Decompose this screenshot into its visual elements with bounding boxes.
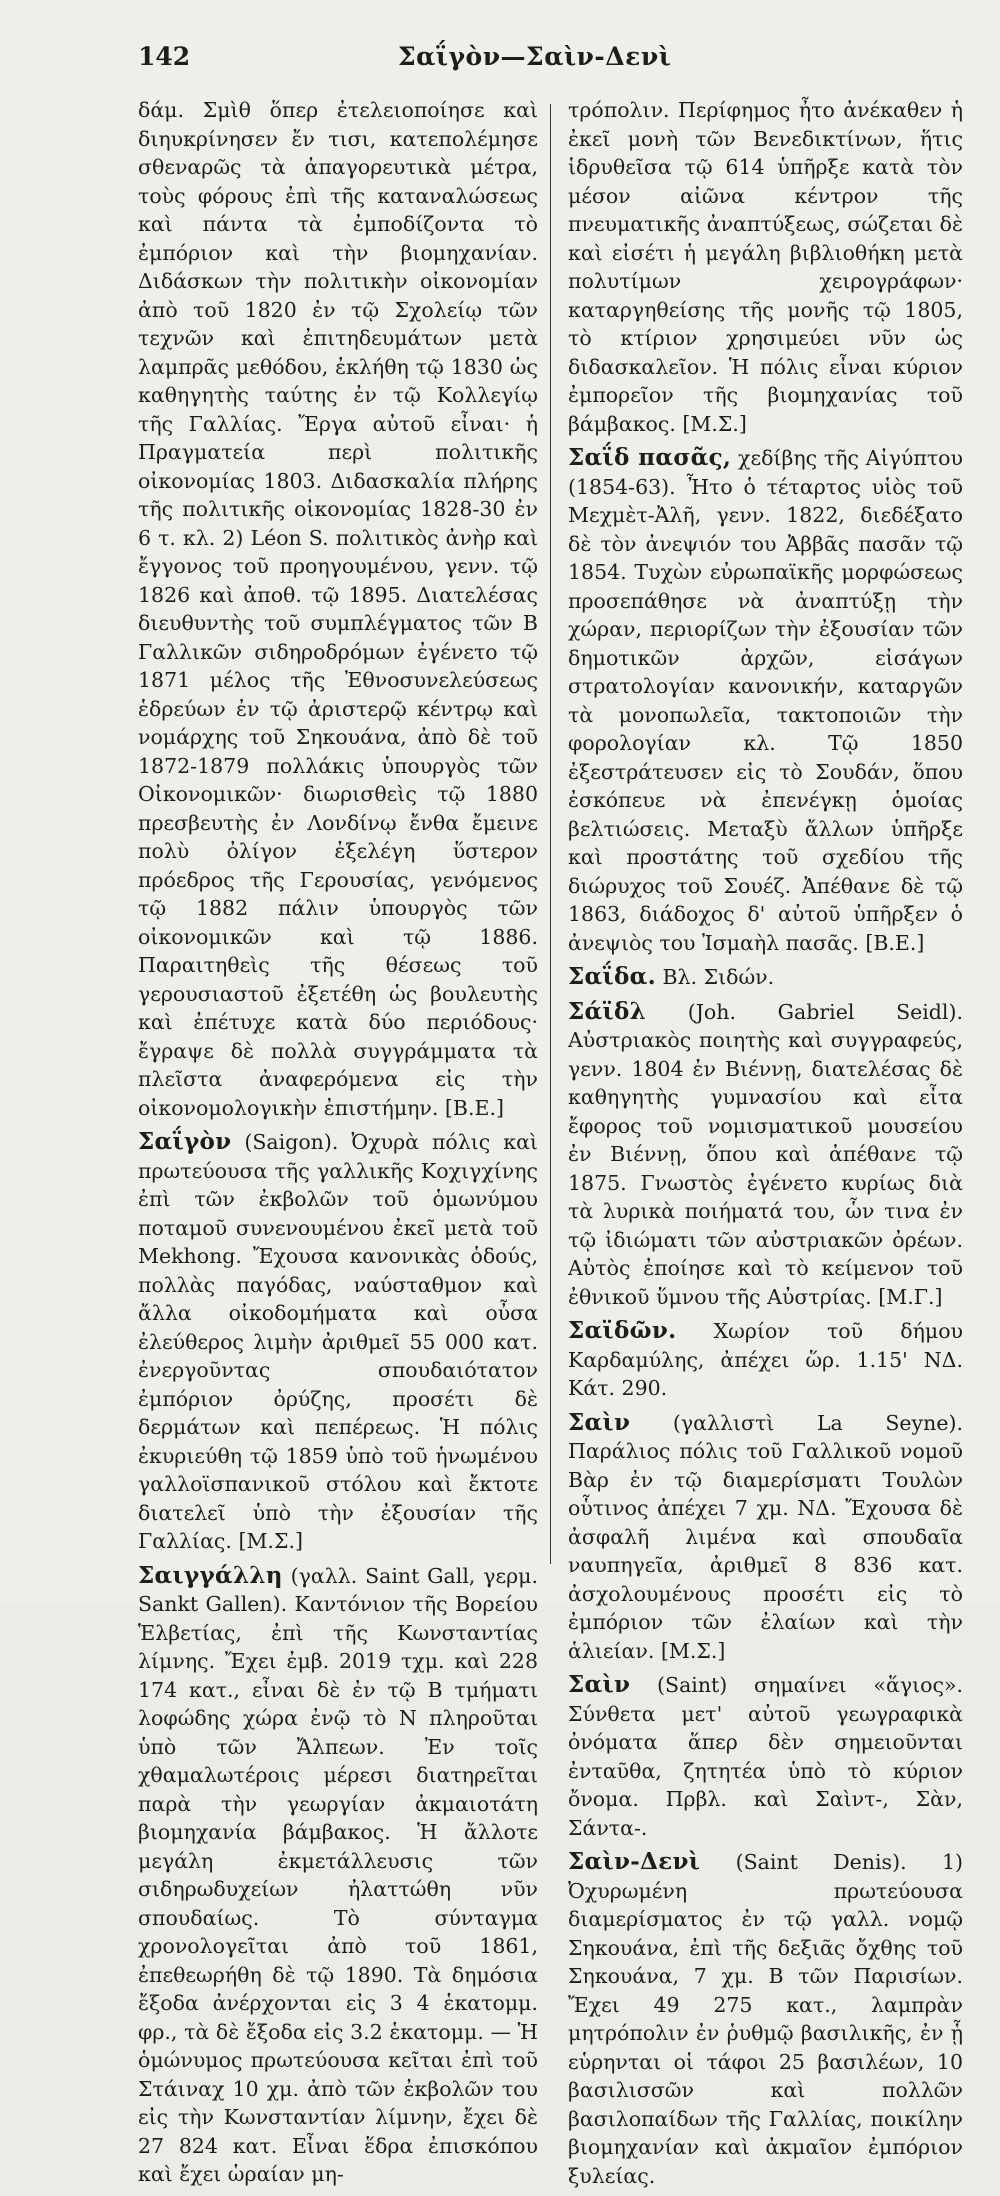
entry-text: (Saint) σημαίνει «ἅγιος». Σύνθετα μετ' αὐτοῦ γεωγραφικὰ ὀνόματα ἅπερ δὲν σημειοῦνται ἐνταῦθα, ζητητέα ὑπὸ τὸ κύριον ὄνομα. Πρβλ. καὶ Σαὶντ-, Σὰν, Σάντα-. [568, 1673, 963, 1840]
entry-text: Χωρίον τοῦ δήμου Καρδαμύλης, ἀπέχει ὥρ. 1.15' ΝΔ. Κάτ. 290. [568, 1319, 963, 1400]
entry [568, 1671, 963, 1842]
entry-text: (γαλλιστὶ La Seyne). Παράλιος πόλις τοῦ Γαλλικοῦ νομοῦ Βὰρ ἐν τῷ διαμερίσματι Τουλὼν οὗτινος ἀπέχει 7 χμ. ΝΔ. Ἔχουσα δὲ ἀσφαλῆ λιμένα καὶ σπουδαῖα ναυπηγεῖα, ἀριθμεῖ 8 836 κατ. ἀσχολουμένους προσέτι εἰς τὸ ἐμπόριον τῶν ἐλαίων καὶ τὴν ἁλιείαν. [Μ.Σ.] [568, 1410, 963, 1663]
entry [568, 1848, 963, 2190]
entry-headword: Σαϊδῶν. [568, 1317, 677, 1344]
column-divider [550, 104, 551, 1564]
left-column [138, 96, 538, 2195]
entry-text: Βλ. Σιδών. [662, 965, 775, 989]
right-column [568, 96, 963, 2196]
entry [568, 444, 963, 957]
entry [568, 1409, 963, 1666]
entry [568, 96, 963, 438]
entry [138, 1562, 538, 2189]
entry [568, 1317, 963, 1403]
entry-text: (Joh. Gabriel Seidl). Αὐστριακὸς ποιητὴς καὶ συγγραφεύς, γενν. 1804 ἐν Βιέννῃ, διατελέσας δὲ καθηγητὴς γυμνασίου καὶ εἶτα ἔφορος τοῦ νομισματικοῦ μουσείου ἐν Βιέννῃ, ὅπου καὶ ἀπέθανε τῷ 1875. Γνωστὸς ἐγένετο κυρίως διὰ τὰ λυρικὰ ποιήματά του, ὧν τινα ἐν τῷ ἰδιώματι τῶν αὐστριακῶν ὀρέων. Αὐτὸς ἐποίησε καὶ τὸ κείμενον τοῦ ἐθνικοῦ ὕμνου τῆς Αὐστρίας. [Μ.Γ.] [568, 999, 963, 1309]
entry-headword: Σαὶν-Δενὶ [568, 1848, 701, 1875]
entry [138, 1128, 538, 1556]
entry-headword: Σαΐγὸν [138, 1128, 232, 1155]
entry-headword: Σαΐδ πασᾶς, [568, 444, 732, 471]
entry-text: τρόπολιν. Περίφημος ἦτο ἀνέκαθεν ἡ ἐκεῖ μονὴ τῶν Βενεδικτίνων, ἥτις ἱδρυθεῖσα τῷ 614 ὑπῆρξε κατὰ τὸν μέσον αἰῶνα κέντρον τῆς πνευματικῆς ἀναπτύξεως, σώζεται δὲ καὶ εἰσέτι ἡ μεγάλη βιβλιοθήκη μετὰ πολυτίμων χειρογράφων· καταργηθείσης τῆς μονῆς τῷ 1805, τὸ κτίριον χρησιμεύει νῦν ὡς διδασκαλεῖον. Ἡ πόλις εἶναι κύριον ἐμπορεῖον τῆς βιομηχανίας τοῦ βάμβακος. [Μ.Σ.] [568, 98, 963, 436]
entry-text: (Saint Denis). 1) Ὀχυρωμένη πρωτεύουσα διαμερίσματος ἐν τῷ γαλλ. νομῷ Σηκουάνα, ἐπὶ τῆς δεξιᾶς ὄχθης τοῦ Σηκουάνα, 7 χμ. Β τῶν Παρισίων. Ἔχει 49 275 κατ., λαμπρὰν μητρόπολιν ἐν ῥυθμῷ βασιλικῆς, ἐν ᾗ εὑρηνται οἱ τάφοι 25 βασιλέων, 10 βασιλισσῶν καὶ πολλῶν βασιλοπαίδων τῆς Γαλλίας, ποικίλην βιομηχανίαν καὶ ἀκμαῖον ἐμπόριον ξυλείας. [568, 1850, 963, 2188]
page-number: 142 [138, 42, 191, 71]
entry [568, 998, 963, 1312]
entry-headword: Σαὶν [568, 1671, 631, 1698]
entry-headword: Σαιγγάλλη [138, 1561, 283, 1589]
page-header [138, 42, 700, 78]
entry-text: χεδίβης τῆς Αἰγύπτου (1854-63). Ἦτο ὁ τέταρτος υἱὸς τοῦ Μεχμὲτ-Ἀλῆ, γενν. 1822, διεδέξατο δὲ τὸν ἀνεψιόν του Ἀββᾶς πασᾶν τῷ 1854. Τυχὼν εὐρωπαϊκῆς μορφώσεως προσεπάθησε νὰ ἀναπτύξῃ τὴν χώραν, περιορίζων τὴν ἐξουσίαν τῶν δημοτικῶν ἀρχῶν, εἰσάγων στρατολογίαν κανονικήν, καταργῶν τὰ μονοπωλεῖα, τακτοποιῶν τὴν φορολογίαν κλ. Τῷ 1850 ἐξεστράτευσεν εἰς τὸ Σουδάν, ὅπου ἐσκόπευε νὰ ἐπενέγκῃ ὁμοίας βελτιώσεις. Μεταξὺ ἄλλων ὑπῆρξε καὶ προστάτης τοῦ σχεδίου τῆς διώρυχος τοῦ Σουέζ. Ἀπέθανε δὲ τῷ 1863, διάδοχος δ' αὐτοῦ ὑπῆρξεν ὁ ἀνεψιὸς του Ἰσμαὴλ πασᾶς. [Β.Ε.] [568, 446, 963, 955]
entry-text: (γαλλ. Saint Gall, γερμ. Sankt Gallen). Καντόνιον τῆς Βορείου Ἑλβετίας, ἐπὶ τῆς Κωνσταντίας λίμνης. Ἔχει ἐμβ. 2019 τχμ. καὶ 228 174 κατ., εἶναι δὲ ἐν τῷ Β τμήματι λοφώδης χώρα ἐνῷ τὸ Ν πληροῦται ὑπὸ τῶν Ἄλπεων. Ἐν τοῖς χθαμαλωτέροις μέρεσι διατηρεῖται παρὰ τὴν γεωργίαν ἀκμαιοτάτη βιομηχανία βάμβακος. Ἡ ἄλλοτε μεγάλη ἐκμετάλλευσις τῶν σιδηρωδυχείων ἠλαττώθη νῦν σπουδαίως. Τὸ σύνταγμα χρονολογεῖται ἀπὸ τοῦ 1861, ἐπεθεωρήθη δὲ τῷ 1890. Τὰ δημόσια ἔξοδα ἀνέρχονται εἰς 3 4 ἑκατομμ. φρ., τὰ δὲ ἔξοδα εἰς 3.2 ἑκατομμ. — Ἡ ὁμώνυμος πρωτεύουσα κεῖται ἐπὶ τοῦ Στάιναχ 10 χμ. ἀπὸ τῶν ἐκβολῶν του εἰς τὴν Κωνσταντίαν λίμνην, ἔχει δὲ 27 824 κατ. Εἶναι ἕδρα ἐπισκόπου καὶ ἔχει ὡραίαν μη- [138, 1563, 538, 2186]
entry-headword: Σαὶν [568, 1408, 631, 1436]
entry [138, 96, 538, 1122]
entry [568, 963, 963, 992]
entry-headword: Σάϊδλ [568, 997, 647, 1025]
entry-text: (Saigon). Ὀχυρὰ πόλις καὶ πρωτεύουσα τῆς γαλλικῆς Κοχιγχίνης ἐπὶ τῶν ἐκβολῶν τοῦ ὁμωνύμου ποταμοῦ συνενουμένου ἐκεῖ μετὰ τοῦ Mekhong. Ἔχουσα κανονικὰς ὁδούς, πολλὰς παγόδας, ναύσταθμον καὶ ἄλλα οἰκοδομήματα καὶ οὖσα ἐλεύθερος λιμὴν ἀριθμεῖ 55 000 κατ. ἐνεργοῦντας σπουδαιότατον ἐμπόριον ὀρύζης, προσέτι δὲ δερμάτων καὶ πεπέρεως. Ἡ πόλις ἐκυριεύθη τῷ 1859 ὑπὸ τοῦ ἡνωμένου γαλλοϊσπανικοῦ στόλου καὶ ἔκτοτε διατελεῖ ὑπὸ τὴν ἐξουσίαν τῆς Γαλλίας. [Μ.Σ.] [138, 1130, 538, 1553]
entry-headword: Σαΐδα. [568, 963, 656, 990]
entry-text: δάμ. Σμὶθ ὅπερ ἐτελειοποίησε καὶ διηυκρίνησεν ἔν τισι, κατεπολέμησε σθεναρῶς τὰ ἀπαγορευτικὰ μέτρα, τοὺς φόρους ἐπὶ τῆς καταναλώσεως καὶ πάντα τὰ ἐμποδίζοντα τὸ ἐμπόριον καὶ τὴν βιομηχανίαν. Διδάσκων τὴν πολιτικὴν οἰκονομίαν ἀπὸ τοῦ 1820 ἐν τῷ Σχολείῳ τῶν τεχνῶν καὶ ἐπιτηδευμάτων μετὰ λαμπρᾶς μεθόδου, ἐκλήθη τῷ 1830 ὡς καθηγητὴς ταύτης ἐν τῷ Κολλεγίῳ τῆς Γαλλίας. Ἔργα αὐτοῦ εἶναι· ἡ Πραγματεία περὶ πολιτικῆς οἰκονομίας 1803. Διδασκαλία πλήρης τῆς πολιτικῆς οἰκονομίας 1828-30 ἐν 6 τ. κλ. 2) Léon S. πολιτικὸς ἀνὴρ καὶ ἔγγονος τοῦ προηγουμένου, γενν. τῷ 1826 καὶ ἀποθ. τῷ 1895. Διατελέσας διευθυντὴς τοῦ συμπλέγματος τῶν Β Γαλλικῶν σιδηροδρόμων ἐγένετο τῷ 1871 μέλος τῆς Ἐθνοσυνελεύσεως ἑδρεύων ἐν τῷ ἀριστερῷ κέντρῳ καὶ νομάρχης τοῦ Σηκουάνα, ἀπὸ δὲ τοῦ 1872-1879 πολλάκις ὑπουργὸς τῶν Οἰκονομικῶν· διωρισθεὶς τῷ 1880 πρεσβευτὴς ἐν Λονδίνῳ ἔνθα ἔμεινε πολὺ ὀλίγον ἐξελέγη ὕστερον πρόεδρος τῆς Γερουσίας, γενόμενος τῷ 1882 πάλιν ὑπουργὸς τῶν οἰκονομικῶν καὶ τῷ 1886. Παραιτηθεὶς τῆς θέσεως τοῦ γερουσιαστοῦ ἐξετέθη ὡς βουλευτὴς καὶ ἐπέτυχε κατὰ δύο περιόδους· ἔγραψε δὲ πολλὰ συγγράμματα τὰ πλεῖστα ἀναφερόμενα εἰς τὴν οἰκονομολογικὴν ἐπιστήμην. [Β.Ε.] [138, 98, 538, 1120]
running-head: Σαΐγὸν—Σαὶν-Δενὶ [398, 42, 672, 71]
